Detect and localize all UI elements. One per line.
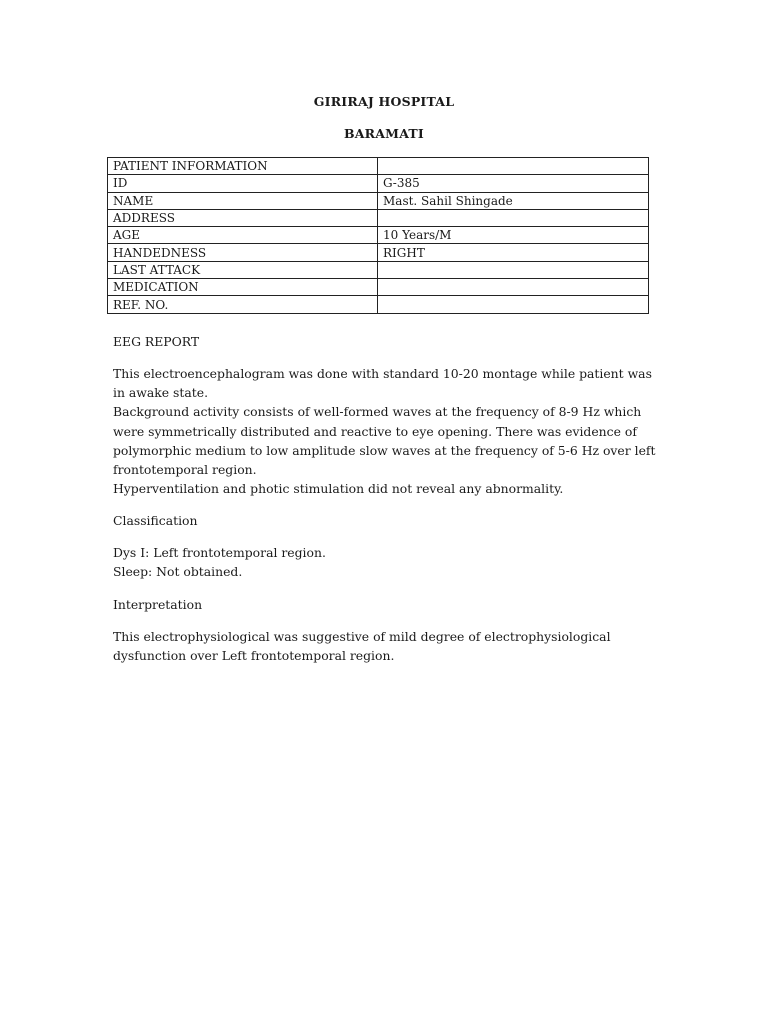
table-row <box>108 209 649 226</box>
row-value: Mast. Sahil Shingade <box>378 192 649 209</box>
interpretation-body <box>113 627 658 665</box>
table-row <box>108 175 649 192</box>
row-label: REF. NO. <box>108 296 378 313</box>
row-value <box>378 209 649 226</box>
row-value: 10 Years/M <box>378 227 649 244</box>
hospital-name: GIRIRAJ HOSPITAL <box>313 94 455 109</box>
row-label: ADDRESS <box>108 209 378 226</box>
patient-info-table <box>107 157 649 314</box>
table-row <box>108 227 649 244</box>
row-value <box>378 261 649 278</box>
report-paragraph: This electroencephalogram was done with standard 10-20 montage while patient was in awake state. <box>113 366 652 401</box>
classification-body <box>113 543 658 581</box>
interpretation-text: This electrophysiological was suggestive of mild degree of electrophysiological dysfunction over Left frontotemporal region. <box>113 629 611 664</box>
classification-line: Dys I: Left frontotemporal region. <box>113 545 326 560</box>
row-value <box>378 296 649 313</box>
row-value <box>378 279 649 296</box>
row-label: AGE <box>108 227 378 244</box>
eeg-report-body <box>113 364 658 498</box>
eeg-report-heading: EEG REPORT <box>113 334 200 349</box>
table-row <box>108 192 649 209</box>
row-value: RIGHT <box>378 244 649 261</box>
interpretation-heading: Interpretation <box>113 597 203 612</box>
table-row <box>108 279 649 296</box>
row-label: MEDICATION <box>108 279 378 296</box>
row-label: LAST ATTACK <box>108 261 378 278</box>
hospital-city: BARAMATI <box>344 126 424 141</box>
row-value: G-385 <box>378 175 649 192</box>
classification-line: Sleep: Not obtained. <box>113 564 243 580</box>
report-paragraph: Hyperventilation and photic stimulation did not reveal any abnormality. <box>113 481 564 497</box>
classification-heading: Classification <box>113 513 198 528</box>
row-label: PATIENT INFORMATION <box>108 158 378 175</box>
table-row <box>108 244 649 261</box>
row-label: NAME <box>108 192 378 209</box>
row-label: HANDEDNESS <box>108 244 378 261</box>
table-row <box>108 158 649 175</box>
row-label: ID <box>108 175 378 192</box>
table-row <box>108 296 649 313</box>
row-value <box>378 158 649 175</box>
report-paragraph: Background activity consists of well-formed waves at the frequency of 8-9 Hz which were symmetrically distributed and reactive to eye opening. There was evidence of polymorphic medium to low amplitude slow waves at the frequency of 5-6 Hz over left frontotemporal region. <box>113 404 656 478</box>
table-row <box>108 261 649 278</box>
